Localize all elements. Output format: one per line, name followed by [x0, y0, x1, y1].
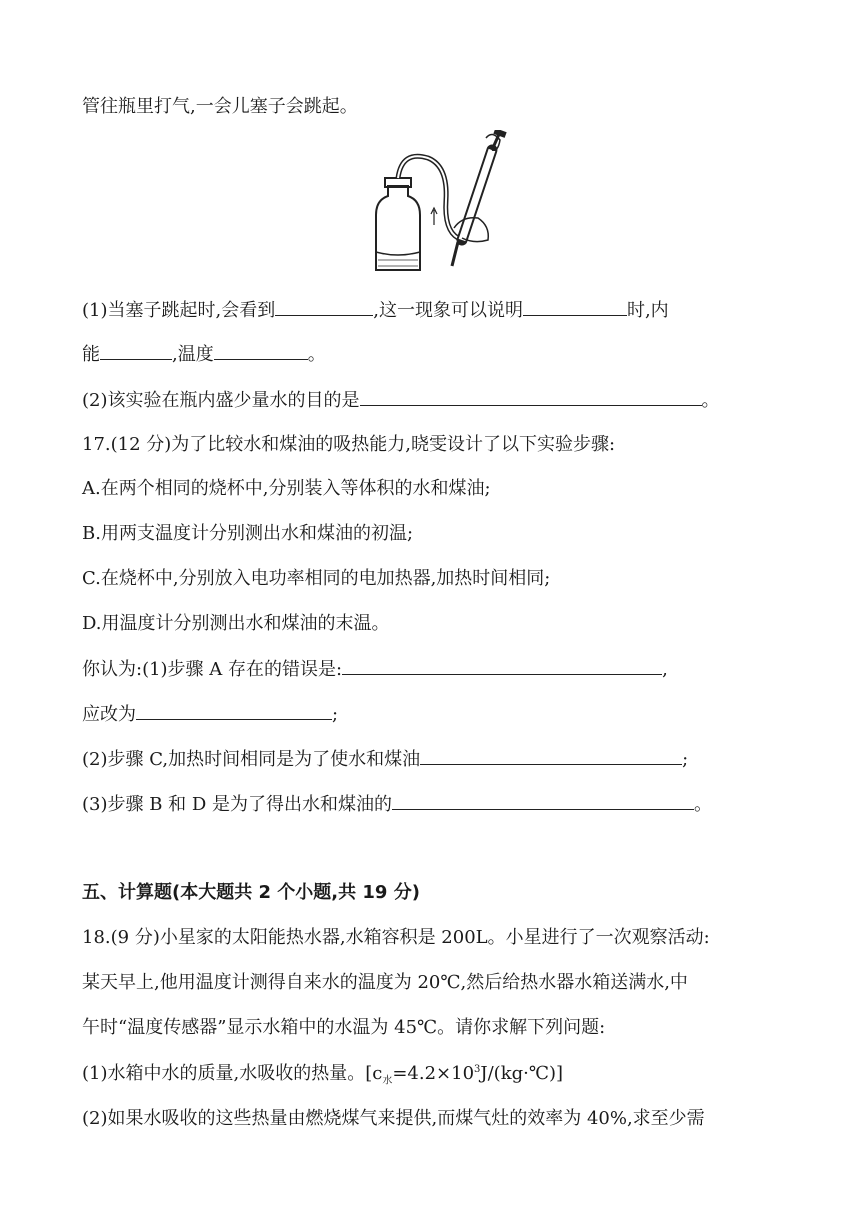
q17-answer1-line2: 应改为 ;: [82, 701, 338, 728]
q16-part1-line2: 能 ,温度 。: [82, 341, 326, 368]
section-5-heading: 五、计算题(本大题共 2 个小题,共 19 分): [82, 882, 420, 903]
q18-line2: 某天早上,他用温度计测得自来水的温度为 20℃,然后给热水器水箱送满水,中: [82, 972, 688, 993]
q16-part2-line: (2)该实验在瓶内盛少量水的目的是 。: [82, 387, 720, 414]
q17-step-d: D.用温度计分别测出水和煤油的末温。: [82, 613, 390, 634]
q17-answer2-line: (2)步骤 C,加热时间相同是为了使水和煤油 ;: [82, 746, 688, 773]
q16-blank-internal-energy[interactable]: [100, 341, 172, 360]
q17-blank-correction[interactable]: [136, 701, 332, 720]
q17-step-a: A.在两个相同的烧杯中,分别装入等体积的水和煤油;: [82, 478, 491, 499]
q18-line3: 午时“温度传感器”显示水箱中的水温为 45℃。请你求解下列问题:: [82, 1017, 606, 1038]
q16-blank-explain[interactable]: [523, 297, 627, 316]
q17-answer3-line: (3)步骤 B 和 D 是为了得出水和煤油的 。: [82, 791, 712, 818]
q16-part1-line1: (1)当塞子跳起时,会看到 ,这一现象可以说明 时,内: [82, 297, 669, 324]
intro-line: 管往瓶里打气,一会儿塞子会跳起。: [82, 96, 358, 117]
q17-stem: 17.(12 分)为了比较水和煤油的吸热能力,晓雯设计了以下实验步骤:: [82, 434, 616, 455]
q17-blank-temperature-change[interactable]: [392, 791, 694, 810]
q16-blank-observe[interactable]: [275, 297, 373, 316]
q17-answer1-line1: 你认为:(1)步骤 A 存在的错误是: ,: [82, 656, 668, 683]
q16-blank-temperature[interactable]: [214, 341, 308, 360]
q17-step-b: B.用两支温度计分别测出水和煤油的初温;: [82, 523, 414, 544]
q17-step-c: C.在烧杯中,分别放入电功率相同的电加热器,加热时间相同;: [82, 568, 551, 589]
pump-bottle-apparatus-image: [366, 130, 516, 280]
q17-blank-heating[interactable]: [420, 746, 682, 765]
q18-line1: 18.(9 分)小星家的太阳能热水器,水箱容积是 200L。小星进行了一次观察活动:: [82, 927, 710, 948]
q18-line5: (2)如果水吸收的这些热量由燃烧煤气来提供,而煤气灶的效率为 40%,求至少需: [82, 1108, 705, 1129]
q18-line4: (1)水箱中水的质量,水吸收的热量。$[c_水=4.2\times 10^3J/(kg\cdot℃)]$: [82, 1063, 564, 1087]
q17-blank-error[interactable]: [342, 656, 662, 675]
q16-blank-purpose[interactable]: [360, 387, 702, 406]
